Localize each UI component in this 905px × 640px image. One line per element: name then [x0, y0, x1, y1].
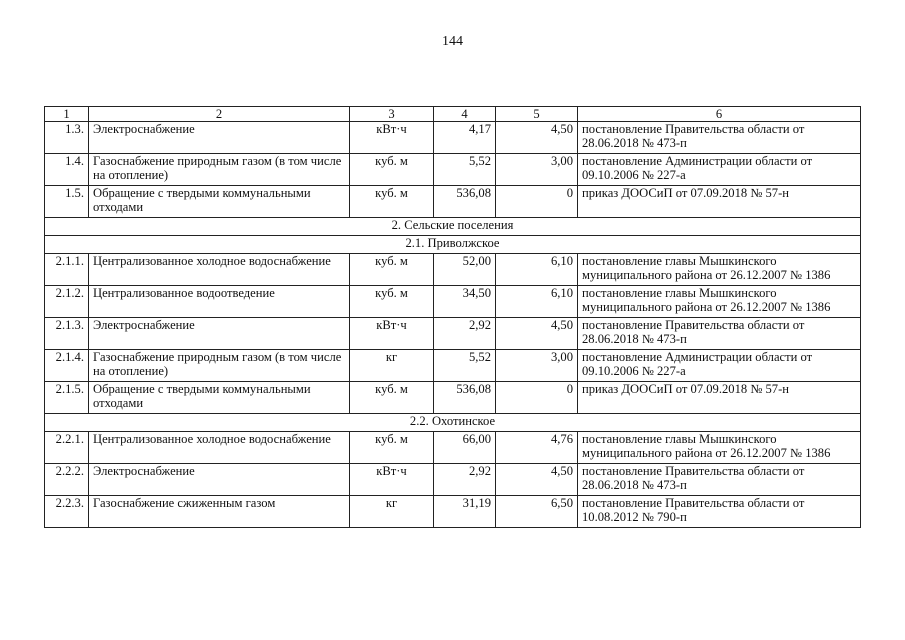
unit-cell: куб. м	[350, 286, 434, 318]
section-row	[45, 236, 861, 254]
row-number-cell: 1.4.	[45, 154, 89, 186]
service-name-cell: Газоснабжение природным газом (в том числе на отопление)	[89, 350, 350, 382]
table-row	[45, 496, 861, 528]
row-number-cell: 2.1.3.	[45, 318, 89, 350]
table-row	[45, 432, 861, 464]
table-row	[45, 350, 861, 382]
column-number-header: 6	[578, 107, 861, 122]
row-number-cell: 2.2.1.	[45, 432, 89, 464]
unit-cell: куб. м	[350, 254, 434, 286]
rate-value-cell: 4,50	[496, 464, 578, 496]
row-number-cell: 2.1.5.	[45, 382, 89, 414]
norm-value-cell: 536,08	[434, 186, 496, 218]
norm-value-cell: 5,52	[434, 154, 496, 186]
rate-value-cell: 4,50	[496, 122, 578, 154]
table-row	[45, 186, 861, 218]
section-row	[45, 414, 861, 432]
legal-document-cell: постановление Правительства области от 28.06.2018 № 473-п	[578, 464, 861, 496]
row-number-cell: 2.1.4.	[45, 350, 89, 382]
rate-value-cell: 3,00	[496, 154, 578, 186]
table-row	[45, 254, 861, 286]
norm-value-cell: 34,50	[434, 286, 496, 318]
section-title: 2.1. Приволжское	[45, 236, 861, 254]
table-row	[45, 318, 861, 350]
rate-value-cell: 6,50	[496, 496, 578, 528]
row-number-cell: 2.1.2.	[45, 286, 89, 318]
table-row	[45, 122, 861, 154]
rate-value-cell: 0	[496, 382, 578, 414]
service-name-cell: Электроснабжение	[89, 122, 350, 154]
legal-document-cell: постановление Администрации области от 09.10.2006 № 227-а	[578, 154, 861, 186]
unit-cell: куб. м	[350, 382, 434, 414]
unit-cell: куб. м	[350, 186, 434, 218]
norm-value-cell: 52,00	[434, 254, 496, 286]
legal-document-cell: постановление Правительства области от 28.06.2018 № 473-п	[578, 122, 861, 154]
legal-document-cell: постановление главы Мышкинского муниципального района от 26.12.2007 № 1386	[578, 254, 861, 286]
unit-cell: куб. м	[350, 432, 434, 464]
column-number-header: 1	[45, 107, 89, 122]
table-row	[45, 286, 861, 318]
service-name-cell: Электроснабжение	[89, 464, 350, 496]
unit-cell: куб. м	[350, 154, 434, 186]
row-number-cell: 2.2.2.	[45, 464, 89, 496]
section-row	[45, 218, 861, 236]
table-row	[45, 464, 861, 496]
section-title: 2. Сельские поселения	[45, 218, 861, 236]
unit-cell: кВт·ч	[350, 122, 434, 154]
norm-value-cell: 31,19	[434, 496, 496, 528]
table-row	[45, 154, 861, 186]
table-row	[45, 382, 861, 414]
service-name-cell: Централизованное холодное водоснабжение	[89, 432, 350, 464]
unit-cell: кг	[350, 496, 434, 528]
legal-document-cell: приказ ДООСиП от 07.09.2018 № 57-н	[578, 382, 861, 414]
legal-document-cell: постановление Правительства области от 28.06.2018 № 473-п	[578, 318, 861, 350]
service-name-cell: Централизованное водоотведение	[89, 286, 350, 318]
unit-cell: кВт·ч	[350, 318, 434, 350]
column-number-header-row	[45, 107, 861, 122]
row-number-cell: 2.1.1.	[45, 254, 89, 286]
norm-value-cell: 2,92	[434, 464, 496, 496]
legal-document-cell: приказ ДООСиП от 07.09.2018 № 57-н	[578, 186, 861, 218]
service-name-cell: Газоснабжение природным газом (в том числе на отопление)	[89, 154, 350, 186]
norm-value-cell: 66,00	[434, 432, 496, 464]
service-name-cell: Газоснабжение сжиженным газом	[89, 496, 350, 528]
column-number-header: 3	[350, 107, 434, 122]
service-name-cell: Централизованное холодное водоснабжение	[89, 254, 350, 286]
row-number-cell: 2.2.3.	[45, 496, 89, 528]
norm-value-cell: 5,52	[434, 350, 496, 382]
unit-cell: кВт·ч	[350, 464, 434, 496]
row-number-cell: 1.5.	[45, 186, 89, 218]
column-number-header: 2	[89, 107, 350, 122]
unit-cell: кг	[350, 350, 434, 382]
norm-value-cell: 536,08	[434, 382, 496, 414]
legal-document-cell: постановление главы Мышкинского муниципального района от 26.12.2007 № 1386	[578, 432, 861, 464]
column-number-header: 5	[496, 107, 578, 122]
service-name-cell: Электроснабжение	[89, 318, 350, 350]
norm-value-cell: 4,17	[434, 122, 496, 154]
legal-document-cell: постановление Правительства области от 10.08.2012 № 790-п	[578, 496, 861, 528]
rate-value-cell: 6,10	[496, 254, 578, 286]
service-name-cell: Обращение с твердыми коммунальными отходами	[89, 382, 350, 414]
rate-value-cell: 0	[496, 186, 578, 218]
rate-value-cell: 6,10	[496, 286, 578, 318]
rate-value-cell: 3,00	[496, 350, 578, 382]
norm-value-cell: 2,92	[434, 318, 496, 350]
rate-value-cell: 4,50	[496, 318, 578, 350]
row-number-cell: 1.3.	[45, 122, 89, 154]
column-number-header: 4	[434, 107, 496, 122]
legal-document-cell: постановление Администрации области от 09.10.2006 № 227-а	[578, 350, 861, 382]
legal-document-cell: постановление главы Мышкинского муниципального района от 26.12.2007 № 1386	[578, 286, 861, 318]
tariff-table	[44, 106, 861, 528]
section-title: 2.2. Охотинское	[45, 414, 861, 432]
page-number: 144	[442, 34, 463, 49]
rate-value-cell: 4,76	[496, 432, 578, 464]
service-name-cell: Обращение с твердыми коммунальными отходами	[89, 186, 350, 218]
